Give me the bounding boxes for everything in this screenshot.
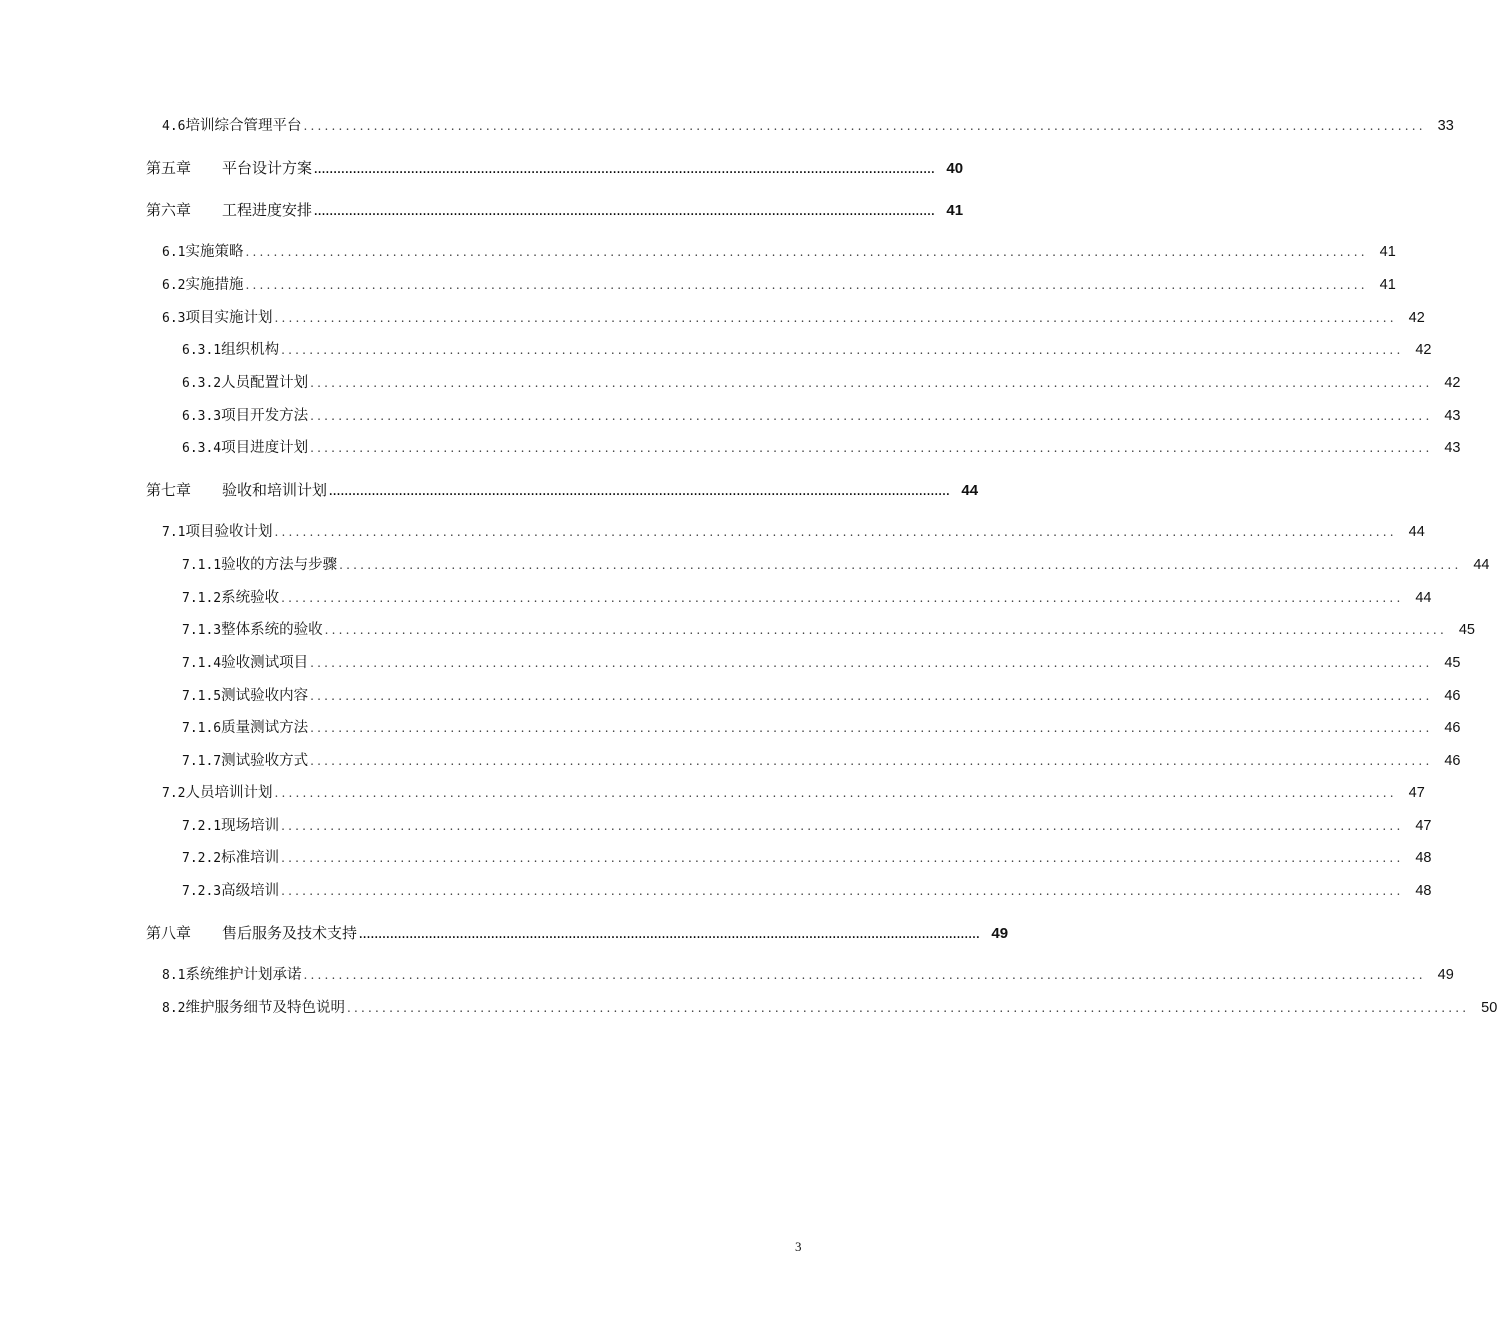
toc-subsection-entry[interactable]: [182, 406, 1461, 427]
toc-entry-number: 6.3.1: [182, 343, 222, 358]
toc-page-number: 49: [991, 925, 1009, 942]
toc-entry-number: 6.3.2: [182, 376, 222, 391]
toc-dot-leader: ................................................................................................................................................................: [274, 525, 1397, 539]
toc-entry-number: 6.1: [162, 245, 186, 260]
toc-page-number: 43: [1444, 408, 1461, 424]
toc-entry-label: [162, 522, 272, 543]
toc-entry-title: 现场培训: [221, 818, 280, 834]
toc-subsection-entry[interactable]: [182, 816, 1432, 837]
toc-entry-label: [146, 200, 312, 220]
toc-entry-number: 7.2.1: [182, 819, 222, 834]
toc-entry-label: [182, 340, 279, 361]
toc-entry-number: 第七章: [146, 481, 192, 499]
toc-page-number: 47: [1408, 785, 1425, 801]
toc-entry-label: [182, 686, 308, 707]
toc-entry-title: 培训综合管理平台: [185, 118, 302, 134]
toc-entry-title: 整体系统的验收: [221, 622, 323, 638]
toc-entry-title: 项目实施计划: [185, 310, 273, 326]
toc-dot-leader: ................................................................................................................................................................: [303, 968, 1426, 982]
toc-subsection-entry[interactable]: [182, 620, 1475, 641]
toc-subsection-entry[interactable]: [182, 555, 1490, 576]
toc-dot-leader: ................................................................................................................................................................: [329, 487, 951, 498]
toc-page-number: 41: [1379, 244, 1396, 260]
toc-page-number: 42: [1444, 375, 1461, 391]
toc-page-number: 46: [1444, 753, 1461, 769]
toc-entry-number: 7.1.2: [182, 591, 222, 606]
toc-entry-label: [182, 848, 279, 869]
toc-subsection-entry[interactable]: [182, 686, 1461, 707]
toc-dot-leader: ................................................................................................................................................................: [310, 441, 1433, 455]
toc-dot-leader: ................................................................................................................................................................: [245, 278, 1368, 292]
toc-entry-title: 项目开发方法: [221, 408, 309, 424]
toc-section-entry[interactable]: [162, 965, 1454, 986]
toc-dot-leader: ................................................................................................................................................................: [281, 819, 1404, 833]
toc-entry-label: [182, 718, 308, 739]
toc-entry-title: 实施措施: [185, 277, 244, 293]
toc-chapter-entry[interactable]: [146, 158, 964, 181]
toc-dot-leader: ................................................................................................................................................................: [314, 165, 936, 176]
toc-dot-leader: ................................................................................................................................................................: [359, 930, 981, 941]
toc-entry-number: 7.1: [162, 525, 186, 540]
toc-dot-leader: ................................................................................................................................................................: [314, 207, 936, 218]
toc-entry-label: [146, 480, 327, 500]
toc-entry-label: [182, 555, 337, 576]
toc-page-number: 49: [1437, 967, 1454, 983]
toc-dot-leader: ................................................................................................................................................................: [281, 851, 1404, 865]
toc-subsection-entry[interactable]: [182, 373, 1461, 394]
toc-dot-leader: ................................................................................................................................................................: [245, 245, 1368, 259]
toc-entry-number: 6.2: [162, 278, 186, 293]
toc-page-number: 50: [1481, 1000, 1497, 1016]
toc-page-number: 42: [1408, 310, 1425, 326]
toc-page-number: 46: [1444, 688, 1461, 704]
toc-section-entry[interactable]: [162, 783, 1425, 804]
page-number: 3: [795, 1239, 802, 1254]
toc-dot-leader: ................................................................................................................................................................: [310, 754, 1433, 768]
toc-entry-number: 8.1: [162, 968, 186, 983]
toc-subsection-entry[interactable]: [182, 718, 1461, 739]
toc-dot-leader: ................................................................................................................................................................: [281, 591, 1404, 605]
toc-subsection-entry[interactable]: [182, 588, 1432, 609]
toc-entry-title: 人员培训计划: [185, 785, 273, 801]
toc-dot-leader: ................................................................................................................................................................: [274, 311, 1397, 325]
toc-dot-leader: ................................................................................................................................................................: [274, 786, 1397, 800]
toc-dot-leader: ................................................................................................................................................................: [346, 1001, 1470, 1015]
toc-page-number: 41: [946, 202, 964, 219]
toc-page-number: 43: [1444, 440, 1461, 456]
toc-entry-title: 实施策略: [185, 244, 244, 260]
toc-page-number: 44: [1408, 524, 1425, 540]
toc-entry-number: 7.1.5: [182, 689, 222, 704]
toc-entry-title: 质量测试方法: [221, 720, 309, 736]
toc-page-number: 44: [1473, 557, 1490, 573]
toc-entry-number: 8.2: [162, 1001, 186, 1016]
toc-entry-label: [162, 998, 345, 1019]
toc-dot-leader: ................................................................................................................................................................: [310, 656, 1433, 670]
toc-entry-title: 人员配置计划: [221, 375, 309, 391]
toc-page-number: 48: [1415, 883, 1432, 899]
toc-entry-number: 6.3.4: [182, 441, 222, 456]
toc-entry-number: 7.1.1: [182, 558, 222, 573]
toc-section-entry[interactable]: [162, 998, 1497, 1019]
toc-entry-title: 售后服务及技术支持: [222, 924, 358, 942]
toc-section-entry[interactable]: [162, 522, 1425, 543]
toc-entry-number: 6.3.3: [182, 409, 222, 424]
toc-entry-label: [162, 783, 272, 804]
toc-dot-leader: ................................................................................................................................................................: [324, 623, 1447, 637]
toc-entry-number: 6.3: [162, 311, 186, 326]
toc-page-number: 47: [1415, 818, 1432, 834]
toc-entry-title: 项目验收计划: [185, 524, 273, 540]
toc-entry-number: 第六章: [146, 201, 192, 219]
toc-section-entry[interactable]: [162, 242, 1396, 263]
toc-dot-leader: ................................................................................................................................................................: [310, 376, 1433, 390]
toc-dot-leader: ................................................................................................................................................................: [310, 689, 1433, 703]
toc-entry-label: [182, 373, 308, 394]
toc-entry-title: 标准培训: [221, 850, 280, 866]
toc-entry-label: [182, 406, 308, 427]
toc-entry-title: 工程进度安排: [222, 201, 313, 219]
toc-entry-number: 7.2: [162, 786, 186, 801]
toc-entry-label: [162, 965, 301, 986]
toc-subsection-entry[interactable]: [182, 881, 1432, 902]
toc-entry-label: [146, 923, 357, 943]
toc-entry-number: 7.1.6: [182, 721, 222, 736]
toc-entry-title: 测试验收方式: [221, 753, 309, 769]
toc-subsection-entry[interactable]: [182, 438, 1461, 459]
toc-subsection-entry[interactable]: [182, 751, 1461, 772]
toc-entry-label: [182, 653, 308, 674]
toc-subsection-entry[interactable]: [182, 848, 1432, 869]
toc-entry-label: [182, 588, 279, 609]
toc-dot-leader: ................................................................................................................................................................: [303, 119, 1426, 133]
toc-entry-label: [162, 116, 301, 137]
toc-section-entry[interactable]: [162, 308, 1425, 329]
toc-entry-label: [182, 816, 279, 837]
toc-page-number: 48: [1415, 850, 1432, 866]
toc-page-number: 44: [1415, 590, 1432, 606]
toc-entry-title: 维护服务细节及特色说明: [185, 1000, 345, 1016]
toc-entry-label: [182, 751, 308, 772]
toc-page-number: 45: [1458, 622, 1475, 638]
toc-entry-label: [146, 158, 312, 178]
toc-entry-title: 系统维护计划承诺: [185, 967, 302, 983]
toc-dot-leader: ................................................................................................................................................................: [310, 721, 1433, 735]
toc-chapter-entry[interactable]: [146, 200, 964, 223]
toc-entry-number: 第五章: [146, 159, 192, 177]
toc-entry-title: 验收和培训计划: [222, 481, 328, 499]
toc-section-entry[interactable]: [162, 275, 1396, 296]
toc-dot-leader: ................................................................................................................................................................: [310, 409, 1433, 423]
toc-subsection-entry[interactable]: [182, 653, 1461, 674]
toc-entry-title: 项目进度计划: [221, 440, 309, 456]
toc-entry-number: 4.6: [162, 119, 186, 134]
toc-dot-leader: ................................................................................................................................................................: [281, 343, 1404, 357]
toc-entry-number: 7.2.3: [182, 884, 222, 899]
toc-entry-label: [162, 275, 243, 296]
toc-page-number: 44: [961, 482, 979, 499]
toc-chapter-entry[interactable]: [146, 923, 1009, 946]
toc-entry-title: 验收的方法与步骤: [221, 557, 338, 573]
toc-entry-number: 7.2.2: [182, 851, 222, 866]
toc-chapter-entry[interactable]: [146, 480, 979, 503]
toc-entry-title: 组织机构: [221, 342, 280, 358]
toc-subsection-entry[interactable]: [182, 340, 1432, 361]
toc-section-entry[interactable]: [162, 116, 1454, 137]
toc-page-number: 40: [946, 160, 964, 177]
toc-page-number: 46: [1444, 720, 1461, 736]
toc-entry-title: 高级培训: [221, 883, 280, 899]
toc-page-number: 41: [1379, 277, 1396, 293]
toc-entry-label: [182, 620, 323, 641]
toc-entry-number: 7.1.3: [182, 623, 222, 638]
toc-entry-label: [162, 308, 272, 329]
toc-page-number: 42: [1415, 342, 1432, 358]
toc-entry-number: 7.1.7: [182, 754, 222, 769]
toc-entry-label: [162, 242, 243, 263]
toc-entry-label: [182, 881, 279, 902]
toc-entry-label: [182, 438, 308, 459]
toc-dot-leader: ................................................................................................................................................................: [339, 558, 1462, 572]
toc-entry-title: 系统验收: [221, 590, 280, 606]
toc-entry-number: 第八章: [146, 924, 192, 942]
toc-entry-title: 测试验收内容: [221, 688, 309, 704]
toc-entry-title: 验收测试项目: [221, 655, 309, 671]
toc-entry-number: 7.1.4: [182, 656, 222, 671]
toc-dot-leader: ................................................................................................................................................................: [281, 884, 1404, 898]
toc-page-number: 45: [1444, 655, 1461, 671]
toc-entry-title: 平台设计方案: [222, 159, 313, 177]
toc-page-number: 33: [1437, 118, 1454, 134]
